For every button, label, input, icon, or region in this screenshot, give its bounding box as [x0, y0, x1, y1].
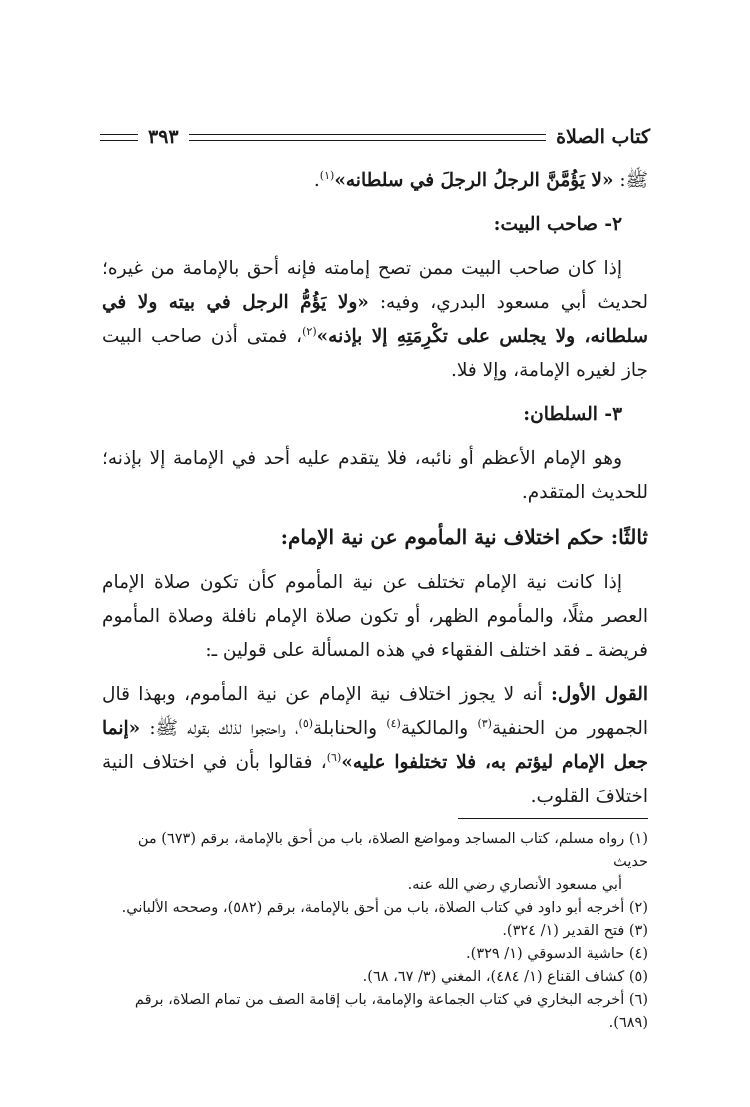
- footnote-ref: (٦): [326, 750, 342, 764]
- page-number: ٣٩٣: [148, 126, 179, 148]
- footnote-ref: (١): [319, 168, 335, 182]
- header-rule-short: [100, 134, 138, 141]
- opinion-label: القول الأول:: [551, 684, 648, 705]
- section-heading: ثالثًا: حكم اختلاف نية المأموم عن نية الإمام:: [280, 525, 648, 549]
- header-rule: [189, 134, 546, 141]
- running-header: [100, 122, 650, 152]
- hadith-quote: «ولا يَؤُمُّ الرجل في بيته ولا في سلطانه، ولا يجلس على تكْرِمَتِهِ إلا بإذنه»: [102, 292, 648, 347]
- footnote-2: (٢) أخرجه أبو داود في كتاب الصلاة، باب من أحق بالإمامة، برقم (٥٨٢)، وصححه الألباني.: [121, 900, 648, 916]
- footnote-5: (٥) كشاف القناع (١/ ٤٨٤)، المغني (٣/ ٦٧، ٦٨).: [362, 969, 648, 985]
- paragraph-house-owner: إذا كان صاحب البيت ممن تصح إمامته فإنه أحق بالإمامة من غيره؛ لحديث أبي مسعود البدري، وفيه: «ولا يَؤُمُّ الرجل في بيته ولا في سلطانه، ولا يجلس على تكْرِمَتِهِ إلا بإذنه»$^{(٢)}$، فمتى أذن صاحب البيت جاز لغيره الإمامة، وإلا فلا.: [102, 258, 648, 381]
- paragraph-first-opinion: القول الأول: أنه لا يجوز اختلاف نية الإمام عن نية المأموم، وبهذا قال الجمهور من الحنفية$^{(٣)}$ والمالكية$^{(٤)}$ والحنابلة$^{(٥)}$، واحتجوا لذلك بقوله ﷺ: «إنما جعل الإمام ليؤتم به، فلا تختلفوا عليه»$^{(٦)}$، فقالوا بأن في اختلاف النية اختلافَ القلوب.: [102, 684, 648, 807]
- paragraph-intention: إذا كانت نية الإمام تختلف عن نية المأموم كأن تكون صلاة الإمام العصر مثلًا، والمأموم الظهر، أو تكون صلاة الإمام نافلة وصلاة المأموم فريضة ـ فقد اختلف الفقهاء في هذه المسألة على قولين ـ:: [102, 572, 648, 661]
- footnote-3: (٣) فتح القدير (١/ ٣٢٤).: [502, 923, 648, 939]
- book-title: كتاب الصلاة: [556, 126, 650, 148]
- footnote-ref: (٥): [298, 716, 314, 730]
- hadith-line: ﷺ: «لا يَؤُمَّنَّ الرجلُ الرجلَ في سلطانه»$^{(١)}$.: [313, 168, 648, 191]
- footnotes: [102, 828, 648, 1035]
- footnote-ref: (٤): [386, 716, 401, 730]
- footnote-1: (١) رواه مسلم، كتاب المساجد ومواضع الصلاة، باب من أحق بالإمامة، برقم (٦٧٣) من حديث: [137, 831, 648, 870]
- hadith-quote: «إنما جعل الإمام ليؤتم به، فلا تختلفوا عليه»: [102, 718, 648, 773]
- main-text: [102, 164, 648, 814]
- footnote-ref: (٣): [477, 716, 492, 730]
- footnote-1-continued: أبي مسعود الأنصاري رضي الله عنه.: [407, 877, 622, 893]
- subheading-house-owner: ٢- صاحب البيت:: [493, 214, 622, 235]
- hadith-quote: «لا يَؤُمَّنَّ الرجلُ الرجلَ في سلطانه»: [334, 170, 614, 191]
- footnote-ref: (٢): [302, 324, 317, 338]
- footnote-4: (٤) حاشية الدسوقي (١/ ٣٢٩).: [466, 946, 648, 962]
- paragraph-sultan: وهو الإمام الأعظم أو نائبه، فلا يتقدم عليه أحد في الإمامة إلا بإذنه؛ للحديث المتقدم.: [102, 448, 648, 503]
- footnote-separator: [458, 818, 648, 819]
- footnote-6: (٦) أخرجه البخاري في كتاب الجماعة والإمامة، باب إقامة الصف من تمام الصلاة، برقم (٦٨٩).: [134, 992, 648, 1031]
- subheading-sultan: ٣- السلطان:: [523, 404, 622, 425]
